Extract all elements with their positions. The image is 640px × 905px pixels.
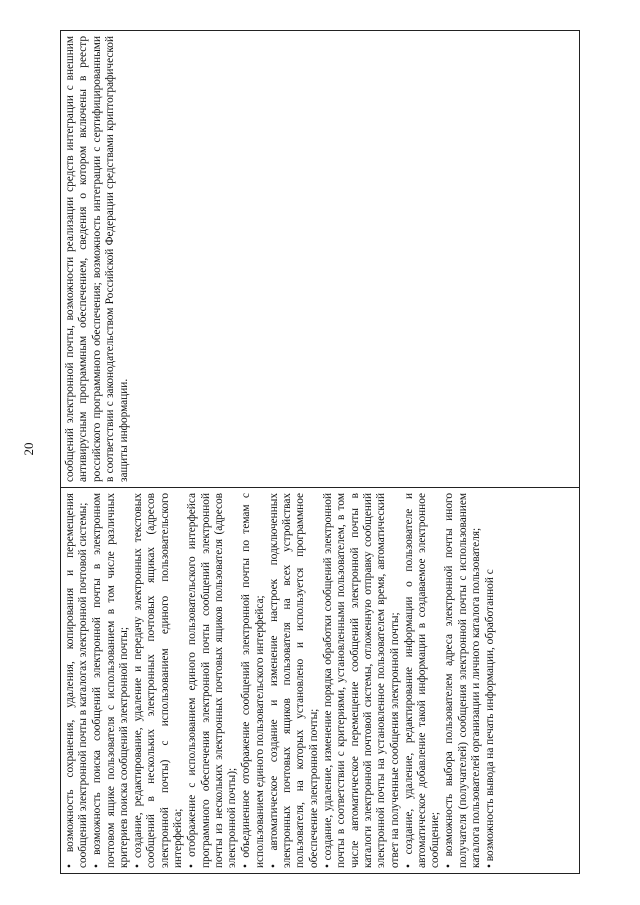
list-item: • возможность вывода на печать информации, обработанной с	[484, 569, 497, 868]
list-item: • автоматическое создание и изменение настроек подключенных электронных почтовых ящиков пользователя на всех устройствах пользователя, на которых установлено и используется программное обеспечение электронной почты;	[267, 493, 320, 868]
page-number: 20	[21, 442, 36, 456]
right-column	[61, 31, 579, 487]
list-item: • создание, удаление, изменение порядка обработки сообщений электронной почты в соответствии с критериями, установленными пользователем, в том числе автоматическое перемещение сообщений электронной почты в каталоги электронной почтовой системы, отложенную отправку сообщений электронной почты на установленное пользователем время, автоматический ответ на полученные сообщения электронной почты;	[321, 493, 401, 868]
list-item: • возможность выбора пользователем адреса электронной почты иного получателя (получателей) сообщения электронной почты с использованием каталога пользователей организации и личного каталога пользователя;	[443, 493, 483, 868]
list-item: • возможность сохранения, удаления, копирования и перемещения сообщений электронной почты в каталогах электронной почтовой системы;	[64, 493, 90, 868]
list-item: • отображение с использованием единого пользовательского интерфейса программного обеспечения электронной почты сообщений электронной почты из нескольких электронных почтовых ящиков пользователя (адресов электронной почты);	[186, 493, 239, 868]
right-column-text: сообщений электронной почты, возможности реализации средств интеграции с внешним антивирусным программным обеспечением, сведения о котором включены в реестр российского программного обеспечения; возможность интеграции с сертифицированными в соответствии с законодательством Российской Федерации средствами криптографической защиты информации.	[64, 36, 130, 482]
left-column	[61, 487, 579, 873]
document-table	[60, 30, 580, 874]
list-item: • создание, удаление, редактирование информации о пользователе и автоматическое добавление такой информации в создаваемое электронное сообщение;	[402, 493, 442, 868]
list-item: • создание, редактирование, удаление и передачу электронных текстовых сообщений в нескольких электронных почтовых ящиках (адресов электронной почты) с использованием единого пользовательского интерфейса;	[132, 493, 185, 868]
list-item: • объединенное отображение сообщений электронной почты по темам с использованием единого пользовательского интерфейса;	[240, 493, 266, 868]
list-item: • возможность поиска сообщений электронной почты в электронном почтовом ящике пользователя с использованием в том числе различных критериев поиска сообщений электронной почты;	[91, 493, 131, 868]
rotated-page-content	[60, 30, 580, 874]
